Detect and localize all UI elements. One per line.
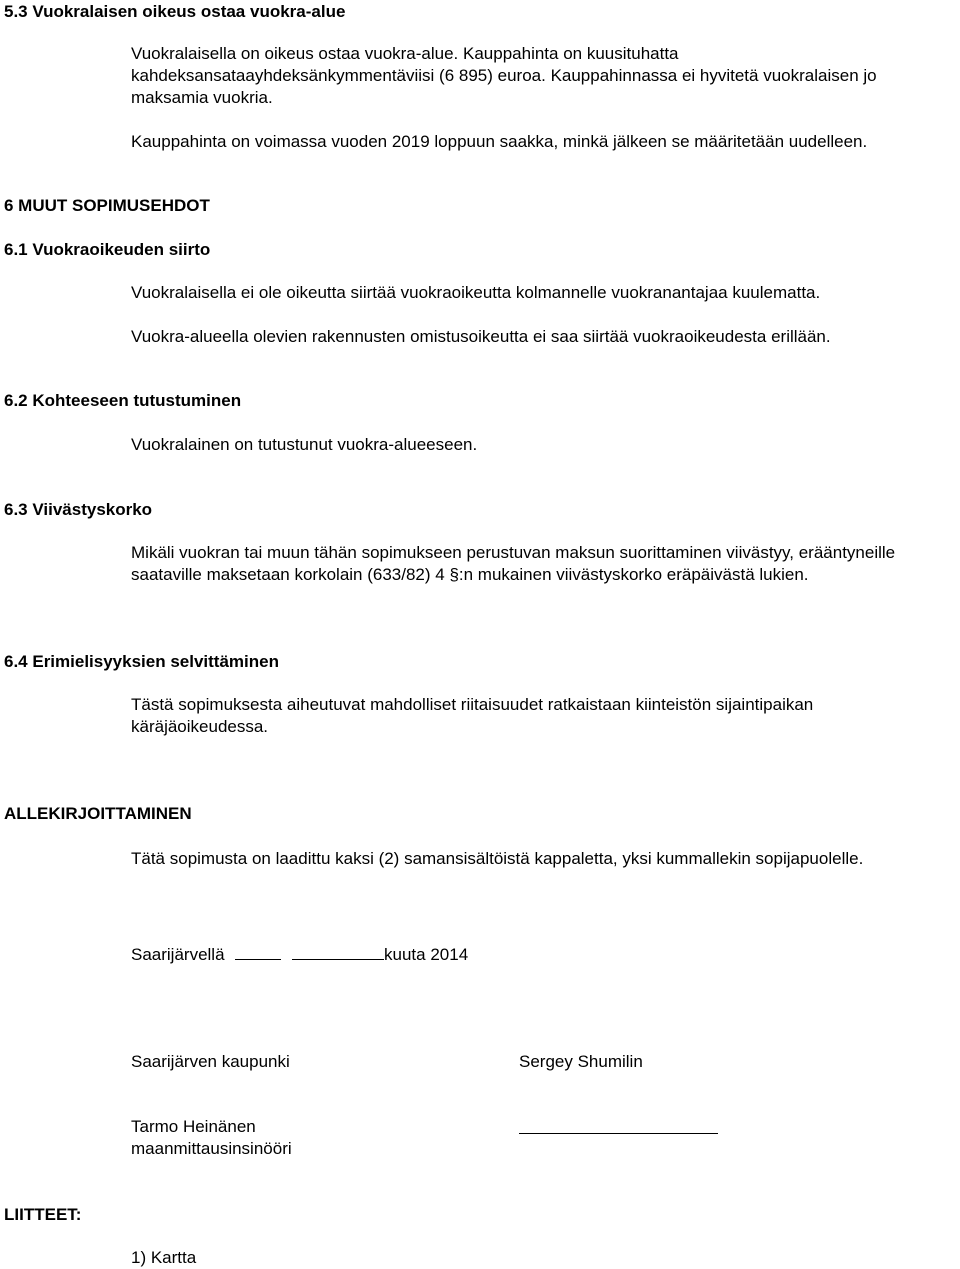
- signer-title: maanmittausinsinööri: [131, 1139, 292, 1158]
- attachment-item-1: 1) Kartta: [131, 1248, 197, 1267]
- section-6-2-heading: 6.2 Kohteeseen tutustuminen: [4, 391, 242, 410]
- party-2-name: Sergey Shumilin: [519, 1052, 643, 1071]
- signature-line: [519, 1133, 718, 1134]
- signer-name: Tarmo Heinänen: [131, 1117, 256, 1136]
- signing-month-suffix: kuuta 2014: [384, 945, 469, 964]
- section-6-4-heading: 6.4 Erimielisyyksien selvittäminen: [4, 652, 279, 671]
- section-5-3-paragraph-2: Kauppahinta on voimassa vuoden 2019 loppuun saakka, minkä jälkeen se määritetään uudelleen.: [131, 132, 868, 151]
- section-6-heading: 6 MUUT SOPIMUSEHDOT: [4, 196, 210, 215]
- party-1-name: Saarijärven kaupunki: [131, 1052, 290, 1071]
- section-6-3-heading: 6.3 Viivästyskorko: [4, 500, 153, 519]
- signing-place-date-line: [131, 943, 468, 966]
- section-5-3-paragraph-1: Vuokralaisella on oikeus ostaa vuokra-alue. Kauppahinta on kuusituhatta kahdeksansataayhdeksänkymmentäviisi (6 895) euroa. Kauppahinnassa ei hyvitetä vuokralaisen jo maksamia vuokria.: [131, 44, 877, 107]
- section-6-1-paragraph-1: Vuokralaisella ei ole oikeutta siirtää vuokraoikeutta kolmannelle vuokranantajaa kuulematta.: [131, 283, 821, 302]
- section-6-2-paragraph-1: Vuokralainen on tutustunut vuokra-alueeseen.: [131, 435, 478, 454]
- attachments-heading: LIITTEET:: [4, 1205, 82, 1224]
- signing-place: Saarijärvellä: [131, 945, 225, 964]
- signing-heading: ALLEKIRJOITTAMINEN: [4, 804, 192, 823]
- month-blank: [292, 943, 384, 960]
- section-6-1-heading: 6.1 Vuokraoikeuden siirto: [4, 240, 211, 259]
- section-6-1-paragraph-2: Vuokra-alueella olevien rakennusten omistusoikeutta ei saa siirtää vuokraoikeudesta erillään.: [131, 327, 831, 346]
- day-blank: [235, 943, 281, 960]
- section-6-3-paragraph-1: Mikäli vuokran tai muun tähän sopimukseen perustuvan maksun suorittaminen viivästyy, erääntyneille saataville maksetaan korkolain (633/82) 4 §:n mukainen viivästyskorko eräpäivästä lukien.: [131, 543, 896, 584]
- section-6-4-paragraph-1: Tästä sopimuksesta aiheutuvat mahdolliset riitaisuudet ratkaistaan kiinteistön sijaintipaikan käräjäoikeudessa.: [131, 695, 814, 736]
- section-5-3-heading: 5.3 Vuokralaisen oikeus ostaa vuokra-alue: [4, 2, 346, 21]
- signing-paragraph: Tätä sopimusta on laadittu kaksi (2) samansisältöistä kappaletta, yksi kummallekin sopijapuolelle.: [131, 849, 864, 868]
